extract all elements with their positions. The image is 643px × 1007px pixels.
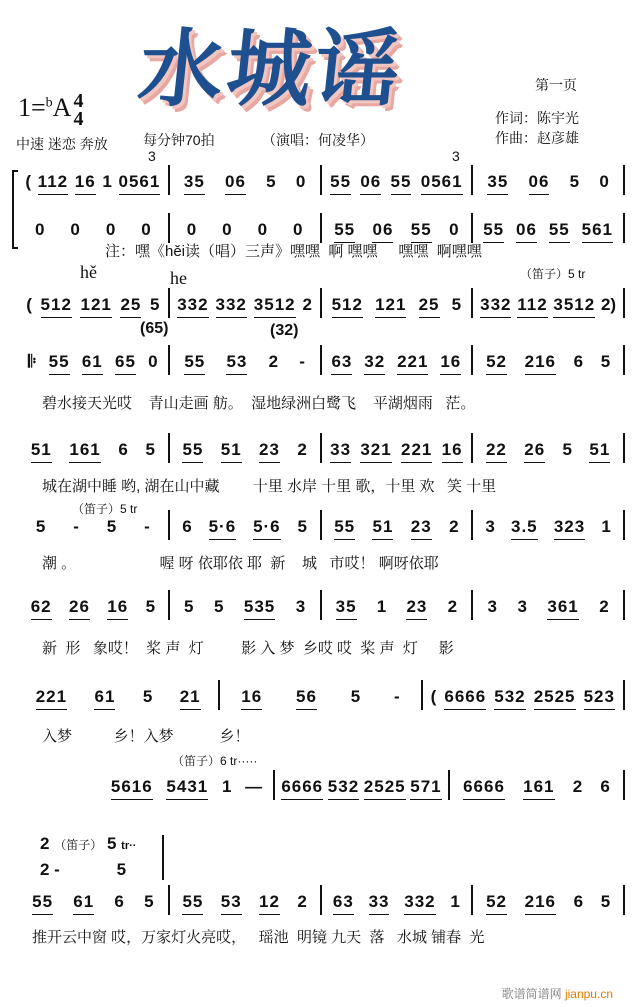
note-group: 22 <box>486 440 507 463</box>
note-group: 55 <box>334 220 355 243</box>
note-group: 06 <box>225 172 246 195</box>
note-group: 51 <box>372 517 393 540</box>
note-group: 62 <box>31 597 52 620</box>
note-group: 06 <box>529 172 550 195</box>
cadenza <box>40 832 136 882</box>
note-group: 0561 <box>119 172 161 195</box>
note-group: 55 <box>182 440 203 463</box>
note-group: 53 <box>226 352 247 375</box>
pronunciation-note: 注：嘿《hěi读（唱）三声》嘿嘿 啊 嘿嘿 嘿嘿 啊嘿嘿 <box>105 243 482 260</box>
measure <box>322 433 474 463</box>
note-group: 2 <box>297 892 307 911</box>
note-group: 321 <box>360 440 391 463</box>
note-group: 5 <box>144 892 154 911</box>
note-group: 23 <box>259 440 280 463</box>
lyric-line: 碧水接天光哎 青山走画 舫。 湿地绿洲白鹭飞 平湖烟雨 茫。 <box>42 395 476 412</box>
lyricist: 作词：陈宇光 <box>495 110 579 126</box>
cadenza-flute: （笛子） <box>54 838 103 852</box>
note-group: 16 <box>440 352 461 375</box>
note-group: 5 <box>106 517 117 536</box>
note-group: - <box>299 352 305 371</box>
note-group: ( <box>25 172 31 191</box>
measure <box>322 345 474 375</box>
cadenza-trill: tr·· <box>121 840 137 852</box>
note-group: 323 <box>554 517 585 540</box>
lyric-line: 入梦 乡！入梦 乡！ <box>42 728 250 745</box>
note-group: 55 <box>330 172 351 195</box>
note-group: 1 <box>102 172 112 191</box>
measure <box>170 213 322 243</box>
note-group: 55 <box>184 352 205 375</box>
note-group: 1 <box>376 597 387 616</box>
note-group: 6 <box>573 352 584 371</box>
note-group: 06 <box>516 220 537 243</box>
note-group: 52 <box>486 892 507 915</box>
measure <box>473 885 625 915</box>
note-group: 332 <box>404 892 435 915</box>
note-group: 5 <box>600 352 611 371</box>
note-group: - <box>144 517 150 536</box>
note-group: 361 <box>547 597 578 620</box>
note-group: 1 <box>221 777 232 796</box>
note-group: 0 <box>295 172 306 191</box>
note-group: 0 <box>141 220 151 239</box>
note-group: 33 <box>330 440 351 463</box>
note-group: 221 <box>36 687 67 710</box>
note-group: 5 <box>297 517 308 536</box>
note-group: 55 <box>549 220 570 243</box>
measure <box>18 165 170 195</box>
note-group: 5 <box>266 172 276 191</box>
note-group: 2 <box>297 440 307 459</box>
note-group: 5 <box>451 295 462 314</box>
note-group: 16 <box>75 172 96 195</box>
measure <box>322 510 474 540</box>
note-group: 332 <box>480 295 511 318</box>
note-group: 5 <box>562 440 572 459</box>
note-group: 0 <box>148 352 158 371</box>
note-group: 0561 <box>421 172 463 195</box>
cadenza-bottom: 2 - <box>40 860 60 879</box>
note-group: 2) <box>600 295 617 314</box>
note-group: 0 <box>257 220 268 239</box>
note-group: 23 <box>411 517 432 540</box>
key-prefix: 1= <box>18 92 46 122</box>
note-group: 06 <box>360 172 381 195</box>
singer: （演唱：何凌华） <box>262 132 374 148</box>
note-group: ( <box>26 295 32 314</box>
measure <box>18 345 170 375</box>
note-group: 51 <box>221 440 242 463</box>
note-group: 63 <box>333 892 354 915</box>
measure <box>170 510 322 540</box>
note-group: 3 <box>487 597 497 616</box>
time-den: 4 <box>73 108 84 130</box>
note-group: 65 <box>115 352 136 375</box>
note-group: 6 <box>118 440 128 459</box>
note-group: 161 <box>523 777 554 800</box>
note-group: 55 <box>182 892 203 915</box>
note-group: 535 <box>244 597 275 620</box>
measure <box>18 885 170 915</box>
note-group: 3.5 <box>511 517 538 540</box>
music-row <box>18 213 625 243</box>
note-group: 06 <box>372 220 393 243</box>
note-group: 55 <box>483 220 504 243</box>
note-group: 0 <box>293 220 303 239</box>
music-row <box>100 770 625 800</box>
note-group: 0 <box>222 220 232 239</box>
measure <box>18 590 170 620</box>
note-group: 5·6 <box>209 517 237 540</box>
lyric-line: 城在湖中睡 哟, 湖在山中藏 十里 水岸 十里 歌，十里 欢 笑 十里 <box>42 478 497 495</box>
note-group: 512 <box>332 295 363 318</box>
note-group: 6 <box>182 517 192 536</box>
cadenza-note: 5 <box>106 834 117 853</box>
lyric-line: 潮 。 喔 呀 依耶依 耶 新 城 市哎！ 啊呀依耶 <box>42 555 439 572</box>
note-group: 5 <box>183 597 194 616</box>
note-group: 532 <box>494 687 525 710</box>
note-group: 12 <box>259 892 280 915</box>
alt-notes-65: (65) <box>140 320 169 337</box>
music-row <box>18 165 625 195</box>
note-group: 51 <box>589 440 610 463</box>
measure <box>423 680 625 710</box>
measure <box>473 213 625 243</box>
triplet-mark: 3 <box>452 148 460 164</box>
key-note: A <box>52 92 72 122</box>
note-group: 112 <box>38 172 68 195</box>
note-group: 5 <box>35 517 46 536</box>
note-group: 3 <box>295 597 306 616</box>
note-group: 16 <box>107 597 128 620</box>
note-group: 52 <box>486 352 507 375</box>
music-row <box>18 590 625 620</box>
flute-note: （笛子）5 tr <box>72 502 138 516</box>
pronunciation-he1: hě <box>80 262 97 282</box>
note-group: 5 <box>569 172 580 191</box>
tempo-marking: 中速 迷恋 奔放 <box>16 136 108 152</box>
note-group: ( <box>430 687 437 706</box>
note-group: 2525 <box>364 777 406 800</box>
note-group: 6 <box>114 892 124 911</box>
note-group: 5 <box>145 597 156 616</box>
note-group: 51 <box>31 440 52 463</box>
watermark-cn: 歌谱简谱网 <box>501 987 562 1001</box>
measure <box>322 885 474 915</box>
music-row <box>18 345 625 375</box>
note-group: 55 <box>411 220 432 243</box>
measure <box>473 288 625 318</box>
note-group: 1 <box>450 892 460 911</box>
note-group: 2 <box>572 777 583 796</box>
note-group: 35 <box>487 172 508 195</box>
note-group: 2525 <box>534 687 576 710</box>
note-group: 3512 <box>254 295 296 318</box>
note-group: 55 <box>334 517 355 540</box>
note-group: 571 <box>410 777 441 800</box>
note-group: 332 <box>216 295 247 318</box>
measure <box>322 213 474 243</box>
lyric-line: 新 形 象哎！ 桨 声 灯 影 入 梦 乡哎 哎 桨 声 灯 影 <box>42 640 454 657</box>
note-group: 32 <box>364 352 385 375</box>
lyric-line: 推开云中窗 哎，万家灯火亮哎， 瑶池 明镜 九天 落 水城 铺春 光 <box>32 929 485 946</box>
composer: 作曲：赵彦雄 <box>495 130 579 146</box>
note-group: 0 <box>34 220 45 239</box>
note-group: 2 <box>599 597 609 616</box>
note-group: 112 <box>517 295 547 318</box>
note-group: 35 <box>336 597 357 620</box>
flute-note: （笛子）6 tr····· <box>172 754 258 768</box>
note-group: 3 <box>517 597 527 616</box>
note-group: 53 <box>221 892 242 915</box>
note-group: 0 <box>105 220 116 239</box>
measure <box>170 433 322 463</box>
measure <box>18 680 220 710</box>
note-group: 61 <box>94 687 115 710</box>
measure <box>473 510 625 540</box>
time-num: 4 <box>73 90 84 112</box>
note-group: 35 <box>184 172 205 195</box>
time-signature <box>73 92 83 128</box>
note-group: 3512 <box>553 295 595 318</box>
measure <box>450 770 625 800</box>
note-group: 26 <box>69 597 90 620</box>
alt-notes-32: (32) <box>270 322 299 339</box>
barline <box>162 835 164 880</box>
measure <box>18 288 170 318</box>
watermark-en: jianpu.cn <box>564 987 613 1001</box>
measure <box>473 433 625 463</box>
note-group: 55 <box>32 892 53 915</box>
note-group: 561 <box>582 220 613 243</box>
music-row <box>18 288 625 318</box>
note-group: 532 <box>328 777 359 800</box>
cadenza-top: 2 <box>40 834 50 853</box>
measure <box>473 345 625 375</box>
key-flat: b <box>45 95 53 111</box>
measure <box>170 345 322 375</box>
note-group: 𝄆 <box>28 352 37 371</box>
watermark <box>502 985 613 1002</box>
note-group: — <box>245 777 263 796</box>
note-group: 221 <box>397 352 428 375</box>
note-group: 6666 <box>463 777 505 800</box>
note-group: 0 <box>599 172 609 191</box>
note-group: - <box>73 517 79 536</box>
note-group: 0 <box>449 220 459 239</box>
note-group: 2 <box>449 517 459 536</box>
measure <box>473 165 625 195</box>
note-group: 6 <box>573 892 584 911</box>
note-group: 3 <box>485 517 495 536</box>
note-group: 5 <box>600 892 611 911</box>
measure <box>275 770 450 800</box>
note-group: 161 <box>69 440 100 463</box>
key-signature <box>18 92 83 128</box>
note-group: 33 <box>369 892 390 915</box>
note-group: 5616 <box>111 777 153 800</box>
note-group: 221 <box>401 440 432 463</box>
note-group: 5 <box>149 295 160 314</box>
music-row <box>18 433 625 463</box>
measure <box>220 680 422 710</box>
note-group: 5431 <box>166 777 208 800</box>
note-group: 5 <box>213 597 224 616</box>
note-group: 21 <box>180 687 201 710</box>
measure <box>322 288 474 318</box>
triplet-mark: 3 <box>148 148 156 164</box>
note-group: 63 <box>331 352 352 375</box>
note-group: 1 <box>601 517 611 536</box>
note-group: 0 <box>70 220 80 239</box>
music-row <box>18 885 625 915</box>
note-group: 2 <box>268 352 279 371</box>
note-group: 6 <box>600 777 610 796</box>
page-label: 第一页 <box>535 77 577 93</box>
measure <box>170 590 322 620</box>
note-group: 5 <box>142 687 153 706</box>
measure <box>170 165 322 195</box>
note-group: 16 <box>241 687 262 710</box>
measure <box>322 165 474 195</box>
note-group: 121 <box>375 295 406 318</box>
note-group: 5·6 <box>253 517 281 540</box>
note-group: 121 <box>80 295 111 318</box>
note-group: 2 <box>447 597 458 616</box>
note-group: 6666 <box>281 777 323 800</box>
flute-note: （笛子）5 tr <box>520 267 586 281</box>
bpm: 每分钟70拍 <box>143 132 215 148</box>
note-group: 216 <box>525 352 556 375</box>
note-group: 25 <box>419 295 440 318</box>
note-group: 61 <box>82 352 103 375</box>
note-group: 26 <box>524 440 545 463</box>
note-group: 55 <box>391 172 412 195</box>
note-group: 5 <box>145 440 155 459</box>
measure <box>100 770 275 800</box>
measure <box>473 590 625 620</box>
note-group: 61 <box>73 892 94 915</box>
note-group: - <box>394 687 400 706</box>
pronunciation-he2: he <box>170 268 187 288</box>
note-group: 56 <box>296 687 317 710</box>
note-group: 0 <box>186 220 197 239</box>
measure <box>18 433 170 463</box>
song-title: 水城谣 <box>134 20 409 118</box>
measure <box>18 213 170 243</box>
note-group: 5 <box>350 687 361 706</box>
music-row <box>18 680 625 710</box>
note-group: 6666 <box>444 687 486 710</box>
note-group: 512 <box>41 295 72 318</box>
note-group: 23 <box>406 597 427 620</box>
note-group: 16 <box>442 440 463 463</box>
cadenza-note-bottom: 5 <box>116 860 127 879</box>
note-group: 332 <box>177 295 208 318</box>
note-group: 216 <box>525 892 556 915</box>
measure <box>322 590 474 620</box>
note-group: 2 <box>302 295 313 314</box>
note-group: 25 <box>120 295 141 318</box>
note-group: 55 <box>49 352 70 375</box>
measure <box>170 885 322 915</box>
note-group: 523 <box>584 687 615 710</box>
measure <box>170 288 322 318</box>
